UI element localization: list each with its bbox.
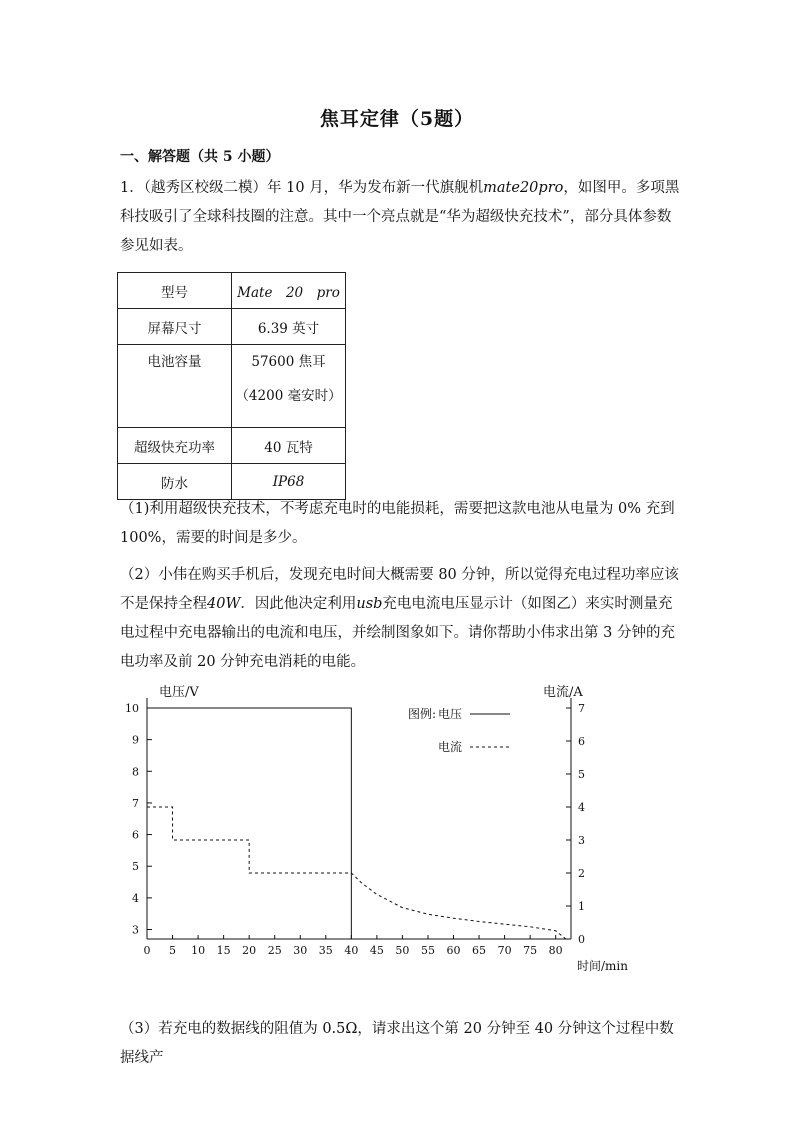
x-tick-label: 70 [497,944,512,957]
x-tick-label: 15 [216,944,231,957]
right-tick-label: 4 [578,801,585,814]
x-tick-label: 75 [523,944,538,957]
table-value-cell: 40 瓦特 [232,428,346,464]
table-value-cell [232,345,346,428]
left-tick-label: 5 [132,860,139,874]
x-tick-label: 55 [420,944,435,957]
x-axis-label: 时间/min [577,959,628,973]
current-line [147,807,566,939]
table-row [118,273,346,309]
voltage-current-chart [115,682,645,982]
x-tick-label: 20 [242,944,257,957]
part2-text-a: （2）小伟在购买手机后，发现充电时间大概需要 80 分钟，所以觉得充电过程功率应该不是保持全程 [120,567,679,612]
x-tick-label: 5 [169,944,177,957]
table-row [118,309,346,345]
intro-text-b: ，如图甲。多项黑科技吸引了全球科技圈的注意。其中一个亮点就是“华为超级快充技术”，部分具体参数参见如表。 [120,180,680,254]
question-source: （越秀区校级二模） [143,180,267,196]
x-tick-label: 50 [395,944,410,957]
table-value-line-1: 57600 焦耳 [251,354,326,370]
legend-label-current: 电流 [438,740,463,754]
right-tick-label: 5 [578,768,585,781]
x-tick-label: 45 [369,944,384,957]
legend-title: 图例: [408,707,437,721]
page-title: 焦耳定律（5题） [319,108,475,130]
question-part-1: （1)利用超级快充技术，不考虑充电时的电能损耗，需要把这款电池从电量为 0% 充到 100%，需要的时间是多少。 [120,501,675,546]
section-heading: 一、解答题（共 5 小题） [120,149,280,165]
right-tick-label: 2 [578,867,585,880]
x-tick-label: 25 [267,944,282,957]
table-label-cell: 型号 [118,273,232,309]
voltage-line [147,708,351,939]
spec-table [117,272,346,500]
left-tick-label: 8 [132,765,139,779]
left-axis-label: 电压/V [159,685,199,700]
x-tick-label: 35 [318,944,333,957]
right-tick-label: 3 [578,834,585,847]
right-tick-label: 1 [578,900,585,913]
table-row [118,345,346,428]
table-label-cell [118,345,232,428]
usb-term: usb [356,596,383,612]
part2-text-c: 充电电流电压显示计（如图乙）来实时测量充电过程中充电器输出的电流和电压，并绘制图象如下。请你帮助小伟求出第 3 分钟的充电功率及前 20 分钟充电消耗的电能。 [120,596,675,670]
intro-text-a: 年 10 月，华为发布新一代旗舰机 [266,180,484,196]
left-tick-label: 6 [132,828,139,842]
x-tick-label: 40 [344,944,359,957]
question-part-3: （3）若充电的数据线的阻值为 0.5Ω，请求出这个第 20 分钟至 40 分钟这个过程中数据线产 [120,1021,674,1066]
left-tick-label: 3 [132,923,139,937]
table-value-cell: IP68 [232,464,346,500]
table-label-text: 电池容量 [147,354,202,370]
right-axis-label: 电流/A [543,685,583,700]
right-tick-label: 0 [578,933,585,946]
power-value: 40W [207,596,241,612]
table-label-cell: 屏幕尺寸 [118,309,232,345]
left-tick-label: 4 [132,891,139,905]
x-tick-label: 30 [293,944,308,957]
left-tick-label: 9 [132,733,139,747]
x-tick-label: 60 [446,944,461,957]
table-value-cell: 6.39 英寸 [232,309,346,345]
legend-label-voltage: 电压 [438,707,463,721]
right-tick-label: 6 [578,735,585,748]
left-tick-label: 10 [125,702,139,715]
x-tick-label: 0 [143,944,151,957]
phone-model: mate20pro [483,180,564,196]
table-label-cell: 超级快充功率 [118,428,232,464]
x-tick-label: 65 [472,944,487,957]
question-1-stem [120,174,680,261]
part2-text-b: ．因此他决定利用 [240,596,357,612]
right-tick-label: 7 [578,702,585,715]
x-tick-label: 10 [191,944,206,957]
x-tick-label: 80 [548,944,563,957]
table-value-cell: Mate 20 pro [232,273,346,309]
question-part-2 [120,561,680,677]
table-value-line-2: （4200 毫安时） [235,388,342,404]
question-number: 1． [120,180,144,196]
left-tick-label: 7 [132,796,139,810]
table-label-cell: 防水 [118,464,232,500]
table-row [118,428,346,464]
